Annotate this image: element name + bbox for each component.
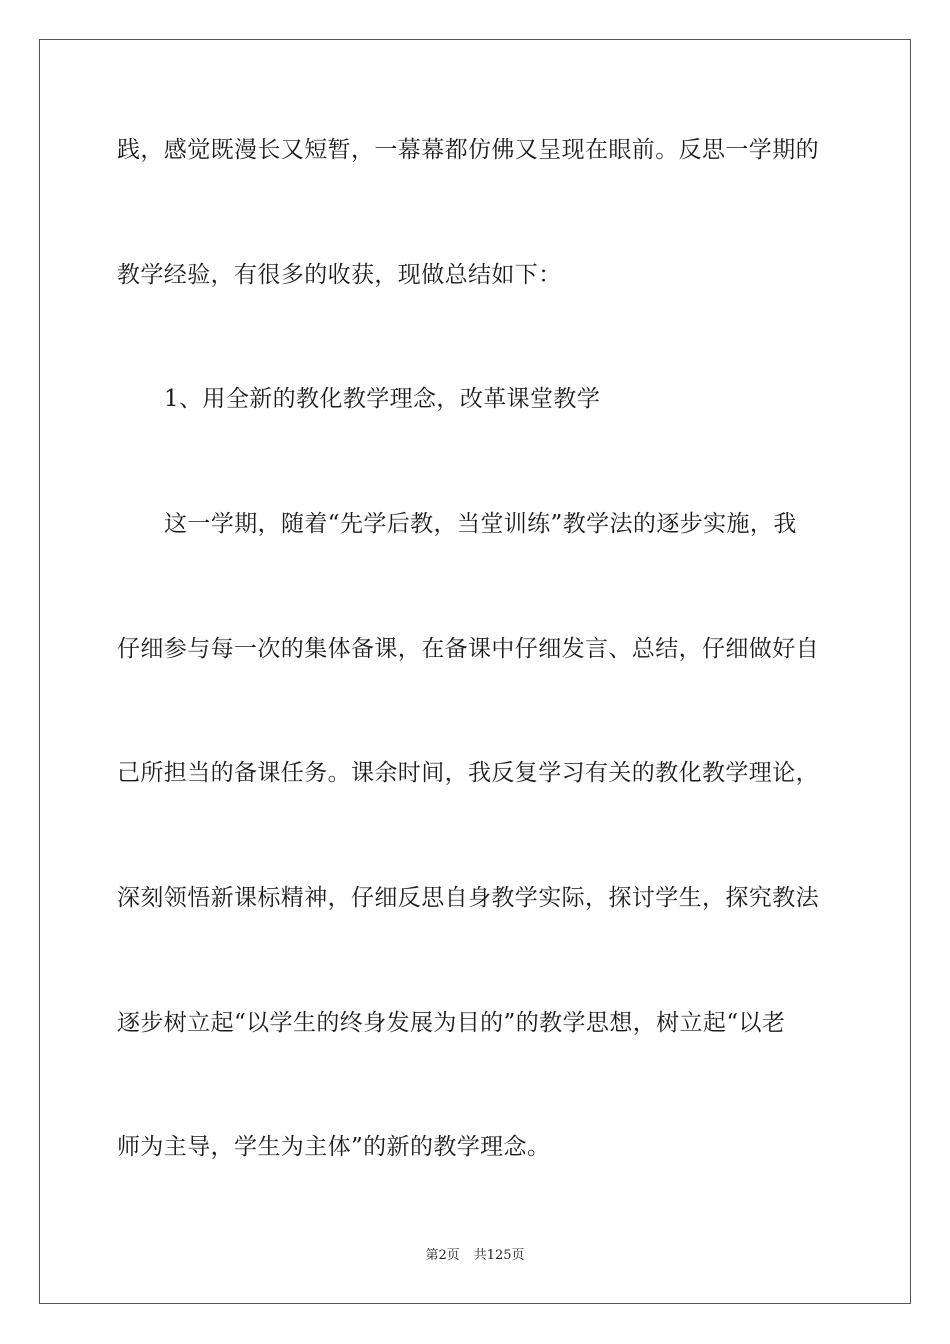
body-text-line-7: 逐步树立起“以学生的终身发展为目的”的教学思想，树立起“以老: [117, 1010, 786, 1036]
body-text-line-3: 这一学期，随着“先学后教，当堂训练”教学法的逐步实施，我: [164, 511, 797, 537]
body-text-line-2: 教学经验，有很多的收获，现做总结如下：: [117, 262, 562, 288]
body-text-line-5: 己所担当的备课任务。课余时间，我反复学习有关的教化教学理论，: [117, 760, 819, 786]
page-total: 共125页: [473, 1248, 525, 1263]
page-footer: [0, 1247, 950, 1265]
section-heading: 1、用全新的教化教学理念，改革课堂教学: [164, 386, 601, 412]
body-text-line-8: 师为主导，学生为主体”的新的教学理念。: [117, 1134, 551, 1160]
page-border: [39, 39, 911, 1304]
body-text-line-6: 深刻领悟新课标精神，仔细反思自身教学实际，探讨学生，探究教法: [117, 885, 819, 911]
body-text-line-1: 践，感觉既漫长又短暂，一幕幕都仿佛又呈现在眼前。反思一学期的: [117, 137, 819, 163]
body-text-line-4: 仔细参与每一次的集体备课，在备课中仔细发言、总结，仔细做好自: [117, 636, 819, 662]
page-number: 第2页: [425, 1248, 460, 1263]
